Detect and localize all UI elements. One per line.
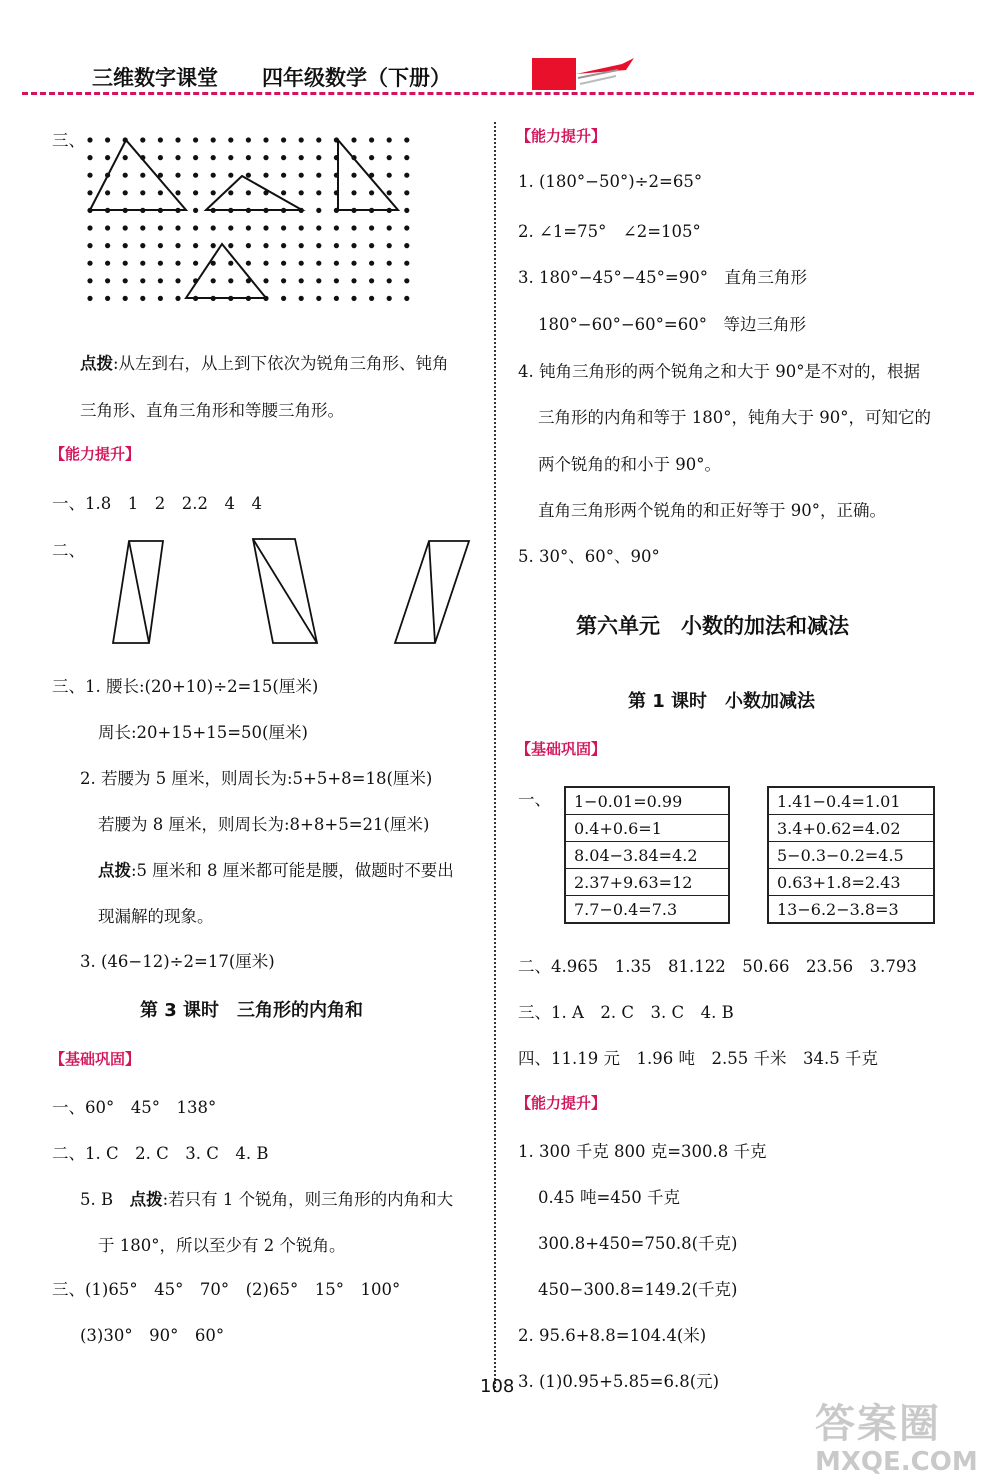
answer-line: 0.45 吨=450 千克 bbox=[538, 1188, 681, 1207]
watermark bbox=[815, 1392, 995, 1478]
answer-line: 一、60° 45° 138° bbox=[52, 1098, 217, 1117]
answer-line: 三角形的内角和等于 180°，钝角大于 90°，可知它的 bbox=[538, 408, 931, 427]
answer-line: 3. (1)0.95+5.85=6.8(元) bbox=[518, 1372, 720, 1391]
rocket-logo-icon bbox=[530, 54, 640, 94]
equation-cell: 13−6.2−3.8=3 bbox=[768, 896, 934, 924]
answer-line: 一、1.8 1 2 2.2 4 4 bbox=[52, 494, 262, 513]
tip-label: 点拨 bbox=[98, 861, 131, 880]
section-tag-basic: 【基础巩固】 bbox=[50, 1050, 141, 1068]
answer-line: 直角三角形两个锐角的和正好等于 90°，正确。 bbox=[538, 501, 886, 520]
answer-line: 180°−60°−60°=60° 等边三角形 bbox=[538, 315, 806, 334]
answer-line: 1. (180°−50°)÷2=65° bbox=[518, 172, 703, 191]
answer-line: 2. ∠1=75° ∠2=105° bbox=[518, 222, 701, 241]
column-divider bbox=[494, 122, 496, 1392]
equations-table-right bbox=[767, 786, 935, 924]
lesson-heading: 第 1 课时 小数加减法 bbox=[628, 691, 816, 712]
answer-line: 现漏解的现象。 bbox=[98, 907, 214, 926]
equation-cell: 2.37+9.63=12 bbox=[565, 869, 729, 896]
section-2-label: 二、 bbox=[52, 541, 85, 560]
page-number: 108 bbox=[480, 1376, 515, 1397]
equation-cell: 5−0.3−0.2=4.5 bbox=[768, 842, 934, 869]
answer-line: 二、4.965 1.35 81.122 50.66 23.56 3.793 bbox=[518, 957, 917, 976]
section-tag-ability: 【能力提升】 bbox=[516, 1094, 607, 1112]
answer-line: 周长:20+15+15=50(厘米) bbox=[98, 723, 308, 742]
parallelograms-figure bbox=[105, 535, 485, 651]
tip-text: :从左到右，从上到下依次为锐角三角形、钝角 bbox=[113, 354, 449, 373]
equation-cell: 8.04−3.84=4.2 bbox=[565, 842, 729, 869]
equation-cell: 3.4+0.62=4.02 bbox=[768, 815, 934, 842]
tip-text: :若只有 1 个锐角，则三角形的内角和大 bbox=[162, 1190, 454, 1209]
unit-heading: 第六单元 小数的加法和减法 bbox=[576, 614, 849, 638]
section-tag-basic: 【基础巩固】 bbox=[516, 740, 607, 758]
tip-text: :5 厘米和 8 厘米都可能是腰，做题时不要出 bbox=[131, 861, 454, 880]
lesson-heading: 第 3 课时 三角形的内角和 bbox=[140, 1000, 364, 1021]
equation-cell: 1−0.01=0.99 bbox=[565, 787, 729, 815]
tip-label: 点拨 bbox=[80, 354, 113, 373]
answer-line: 三、(1)65° 45° 70° (2)65° 15° 100° bbox=[52, 1280, 401, 1299]
answer-line: 5. 30°、60°、90° bbox=[518, 547, 660, 566]
answer-line: 3. 180°−45°−45°=90° 直角三角形 bbox=[518, 268, 807, 287]
answer-line: 三、1. 腰长:(20+10)÷2=15(厘米) bbox=[52, 677, 319, 696]
watermark-url: MXQE.COM bbox=[815, 1447, 978, 1477]
section-1-label: 一、 bbox=[518, 790, 551, 809]
dot-grid-triangles-figure bbox=[84, 130, 424, 330]
equation-cell: 1.41−0.4=1.01 bbox=[768, 787, 934, 815]
answer-line: 2. 95.6+8.8=104.4(米) bbox=[518, 1326, 707, 1345]
section-tag-ability: 【能力提升】 bbox=[516, 127, 607, 145]
answer-line: 两个锐角的和小于 90°。 bbox=[538, 455, 721, 474]
header-divider bbox=[22, 92, 974, 95]
section-3-label: 三、 bbox=[52, 131, 85, 150]
section-tag-ability: 【能力提升】 bbox=[50, 445, 141, 463]
answer-line: 2. 若腰为 5 厘米，则周长为:5+5+8=18(厘米) bbox=[80, 769, 433, 788]
answer-line: 450−300.8=149.2(千克) bbox=[538, 1280, 738, 1299]
answer-line: 4. 钝角三角形的两个锐角之和大于 90°是不对的，根据 bbox=[518, 362, 920, 381]
watermark-logo: 答案圈 bbox=[815, 1401, 941, 1447]
answer-line: 3. (46−12)÷2=17(厘米) bbox=[80, 952, 275, 971]
equations-table-left bbox=[564, 786, 730, 924]
equation-cell: 0.4+0.6=1 bbox=[565, 815, 729, 842]
answer-line: (3)30° 90° 60° bbox=[80, 1326, 225, 1345]
answer-line: 若腰为 8 厘米，则周长为:8+8+5=21(厘米) bbox=[98, 815, 430, 834]
equation-cell: 7.7−0.4=7.3 bbox=[565, 896, 729, 924]
equation-cell: 0.63+1.8=2.43 bbox=[768, 869, 934, 896]
answer-line: 三、1. A 2. C 3. C 4. B bbox=[518, 1003, 734, 1022]
answer-line: 三角形、直角三角形和等腰三角形。 bbox=[80, 401, 344, 420]
answer-line: 四、11.19 元 1.96 吨 2.55 千米 34.5 千克 bbox=[518, 1049, 878, 1068]
series-title: 三维数字课堂 bbox=[92, 66, 218, 90]
book-title: 四年级数学（下册） bbox=[262, 66, 451, 90]
tip-label: 点拨 bbox=[129, 1190, 163, 1209]
answer-text: 5. B bbox=[80, 1190, 130, 1209]
answer-line: 于 180°，所以至少有 2 个锐角。 bbox=[98, 1236, 346, 1255]
answer-line: 300.8+450=750.8(千克) bbox=[538, 1234, 738, 1253]
answer-line: 1. 300 千克 800 克=300.8 千克 bbox=[518, 1142, 767, 1161]
answer-line: 二、1. C 2. C 3. C 4. B bbox=[52, 1144, 269, 1163]
